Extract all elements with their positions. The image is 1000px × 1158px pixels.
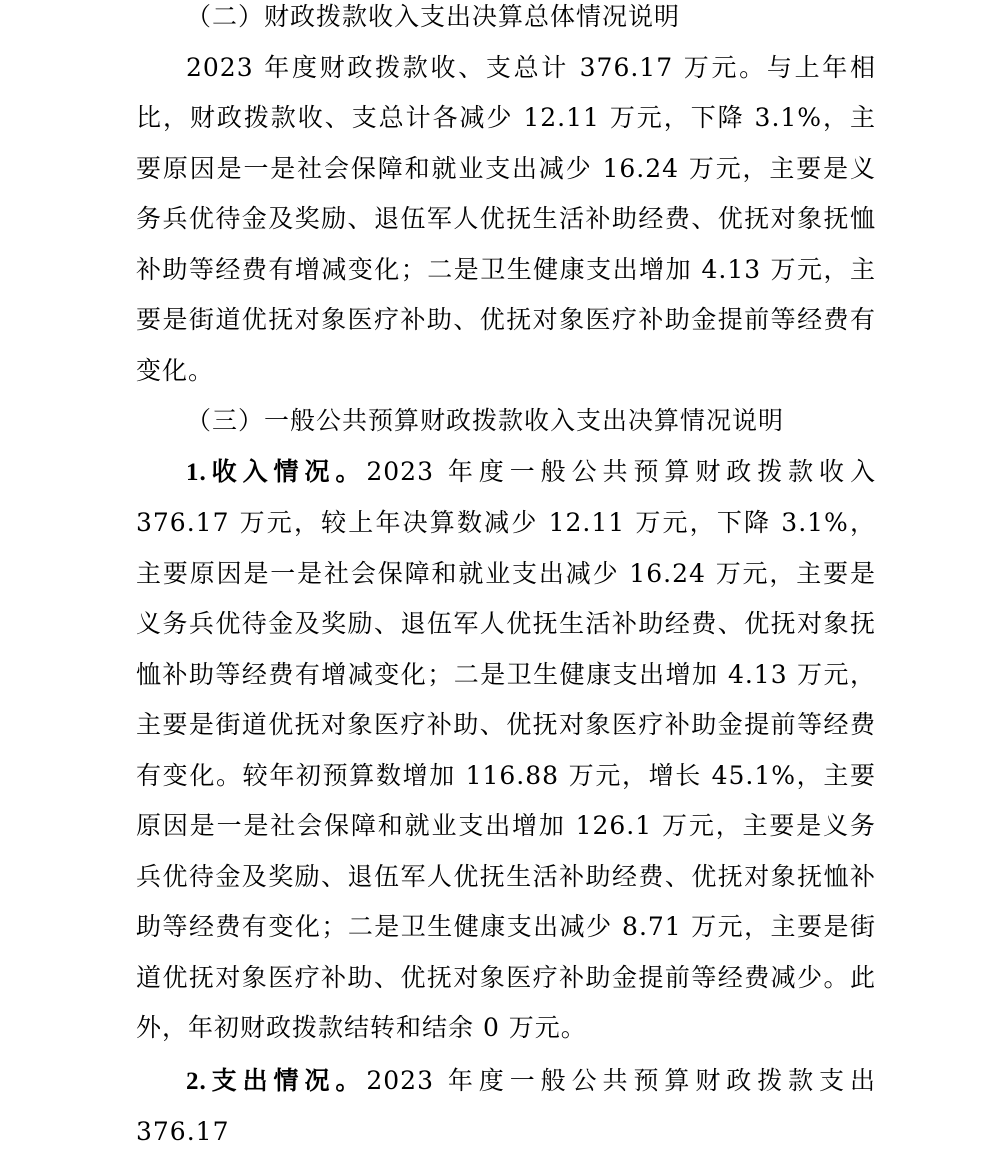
section-3-heading: （三）一般公共预算财政拨款收入支出决算情况说明	[186, 406, 785, 435]
income-paragraph	[136, 447, 876, 1054]
expenditure-label: 2.支出情况。	[186, 1067, 367, 1095]
income-label: 1.收入情况。	[186, 458, 367, 486]
document-page	[136, 0, 876, 1158]
section-2-paragraph: 2023 年度财政拨款收、支总计 376.17 万元。与上年相比，财政拨款收、支总计各减少 12.11 万元，下降 3.1%，主要原因是一是社会保障和就业支出减少 16.24 万元，主要是义务兵优待金及奖励、退伍军人优抚生活补助经费、优抚对象抚恤补助等经费有增减变化；二是卫生健康支出增加 4.13 万元，主要是街道优抚对象医疗补助、优抚对象医疗补助金提前等经费有变化。	[136, 52, 876, 385]
section-2-heading: （二）财政拨款收入支出决算总体情况说明	[186, 2, 681, 31]
income-text: 2023 年度一般公共预算财政拨款收入 376.17 万元，较上年决算数减少 12.11 万元，下降 3.1%，主要原因是一是社会保障和就业支出减少 16.24 万元，主要是义务兵优待金及奖励、退伍军人优抚生活补助经费、优抚对象抚恤补助等经费有增减变化；二是卫生健康支出增加 4.13 万元，主要是街道优抚对象医疗补助、优抚对象医疗补助金提前等经费有变化。较年初预算数增加 116.88 万元，增长 45.1%，主要原因是一是社会保障和就业支出增加 126.1 万元，主要是义务兵优待金及奖励、退伍军人优抚生活补助经费、优抚对象抚恤补助等经费有变化；二是卫生健康支出减少 8.71 万元，主要是街道优抚对象医疗补助、优抚对象医疗补助金提前等经费减少。此外，年初财政拨款结转和结余 0 万元。	[136, 456, 876, 1042]
expenditure-paragraph	[136, 1056, 876, 1158]
expenditure-text: 2023 年度一般公共预算财政拨款支出 376.17	[136, 1065, 876, 1146]
